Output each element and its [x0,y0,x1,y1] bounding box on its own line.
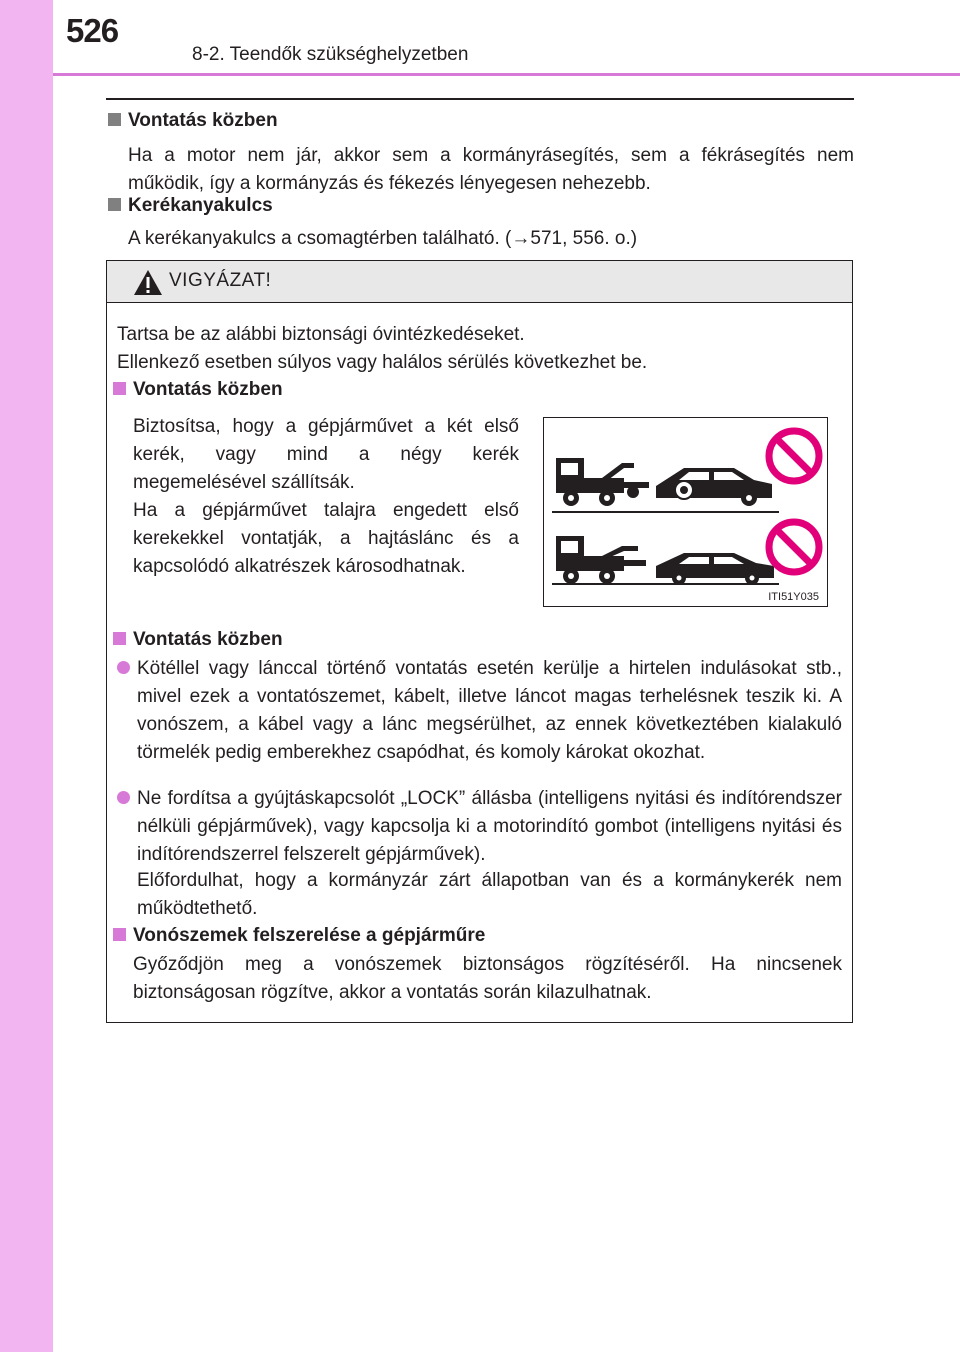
warning-heading-3: Vonószemek felszerelése a gépjárműre [113,923,485,949]
square-bullet-icon [113,382,126,395]
warning-s1-p2: Ha a gépjárművet talajra engedett első kerekekkel vontatják, a hajtáslánc és a kapcsolódó alkatrészek károsodhatnak. [133,500,519,577]
intro-wrench [108,193,854,253]
towing-illustration [543,417,828,607]
intro-heading: Vontatás közben [108,108,854,134]
warning-triangle-icon [133,269,163,296]
square-bullet-icon [108,198,121,211]
warning-bullet-2: Ne fordítsa a gyújtáskapcsolót „LOCK” állásba (intelligens nyitási és indítórendszer nélküli gépjárművek), vagy kapcsolja ki a motorindító gombot (intelligens nyitási és indítórendszerrel felszerelt gépjárművek). [117,785,842,869]
round-bullet-icon [117,661,130,674]
tow-truck-upper [552,458,779,512]
warning-heading-1: Vontatás közben [113,377,283,403]
tow-truck-lower [552,536,779,585]
warning-s3-text: Győződjön meg a vonószemek biztonságos rögzítéséről. Ha nincsenek biztonságosan rögzítve, akkor a vontatás során kilazulhatnak. [133,954,842,1003]
square-bullet-icon [108,113,121,126]
intro-towing [108,108,854,198]
prohibited-icon [769,522,819,572]
warning-heading-2: Vontatás közben [113,627,283,653]
intro-text: Ha a motor nem jár, akkor sem a kormányrásegítés, sem a fékrásegítés nem működik, így a kormányzás és fékezés lényegesen nehezebb. [128,145,854,194]
intro-heading: Kerékanyakulcs [108,193,854,219]
warning-box [106,260,853,1023]
page-number: 526 [66,12,119,49]
prohibited-icon [769,431,819,481]
square-bullet-icon [113,632,126,645]
intro-text: A kerékanyakulcs a csomagtérben található. (→571, 556. o.) [128,228,638,249]
warning-note: Előfordulhat, hogy a kormányzár zárt állapotban van és a kormánykerék nem működtethető. [137,870,842,919]
warning-intro: Tartsa be az alábbi biztonsági óvintézkedéseket. Ellenkező esetben súlyos vagy halálos sérülés következhet be. [117,324,648,373]
warning-bullet-1: Kötéllel vagy lánccal történő vontatás esetén kerülje a hirtelen indulásokat stb., mivel ezek a vontatószemet, kábelt, illetve láncot magas terhelésnek teszik ki. A vonószem, a kábel vagy a lánc megsérülhet, az ennek következtében kialakuló törmelék pedig emberekhez csapódhat, és komoly károkat okozhat. [117,655,842,767]
warning-header [107,261,852,303]
round-bullet-icon [117,791,130,804]
section-title: 8-2. Teendők szükséghelyzetben [192,44,469,65]
tow-truck-illustration [544,418,827,606]
header-rule [53,73,960,76]
square-bullet-icon [113,928,126,941]
figure-code: ITI51Y035 [768,591,819,603]
side-color-band [0,0,53,1352]
warning-title: VIGYÁZAT! [169,270,272,291]
warning-s1-p1: Biztosítsa, hogy a gépjárművet a két első kerék, vagy mind a négy kerék megemelésével szállítsák. [133,416,519,493]
content-rule [106,98,854,100]
